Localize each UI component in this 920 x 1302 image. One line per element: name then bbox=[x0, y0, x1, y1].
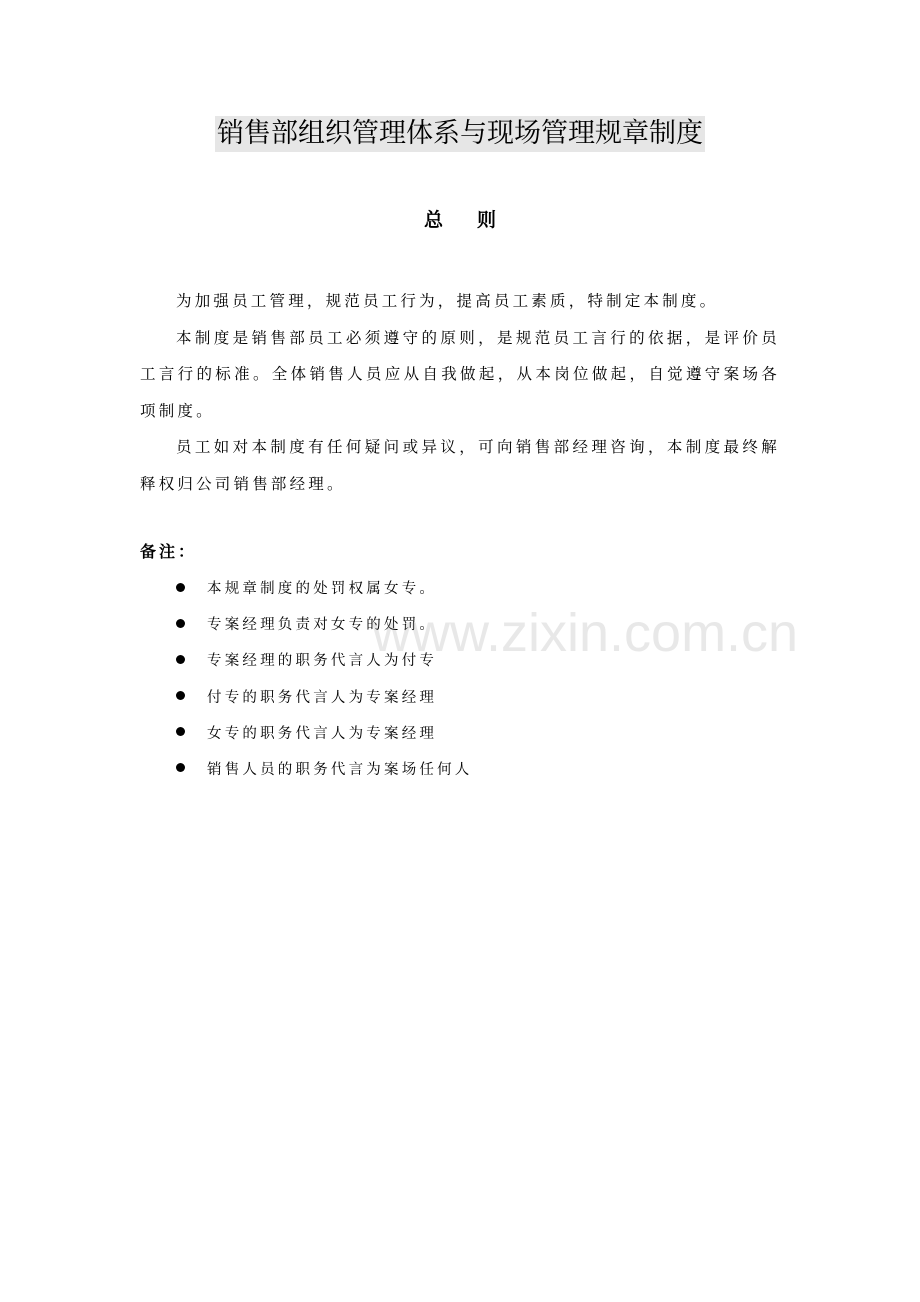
list-item bbox=[176, 607, 473, 643]
note-text: 专案经理负责对女专的处罚。 bbox=[207, 617, 438, 634]
bullet-icon bbox=[176, 619, 185, 628]
list-item bbox=[176, 752, 473, 788]
notes-heading: 备注： bbox=[140, 542, 198, 561]
paragraph-2: 本制度是销售部员工必须遵守的原则，是规范员工言行的依据，是评价员工言行的标准。全体销售人员应从自我做起，从本岗位做起，自觉遵守案场各项制度。 bbox=[140, 328, 780, 420]
note-text: 付专的职务代言人为专案经理 bbox=[207, 689, 438, 706]
notes-list bbox=[176, 571, 473, 788]
note-text: 销售人员的职务代言为案场任何人 bbox=[207, 761, 473, 778]
section-heading-part1: 总 bbox=[423, 209, 443, 231]
list-item bbox=[176, 716, 473, 752]
bullet-icon bbox=[176, 583, 185, 592]
document-title-block bbox=[0, 116, 920, 152]
paragraph-1: 为加强员工管理，规范员工行为，提高员工素质，特制定本制度。 bbox=[176, 292, 719, 310]
paragraph-3: 员工如对本制度有任何疑问或异议，可向销售部经理咨询，本制度最终解释权归公司销售部经理。 bbox=[140, 438, 780, 493]
section-heading bbox=[0, 206, 920, 234]
note-text: 专案经理的职务代言人为付专 bbox=[207, 653, 438, 670]
bullet-icon bbox=[176, 691, 185, 700]
note-text: 女专的职务代言人为专案经理 bbox=[207, 725, 438, 742]
note-text: 本规章制度的处罚权属女专。 bbox=[207, 581, 438, 597]
body-paragraphs bbox=[140, 283, 780, 502]
watermark: www.zixin.com.cn bbox=[372, 603, 799, 663]
document-title: 销售部组织管理体系与现场管理规章制度 bbox=[215, 116, 705, 152]
bullet-icon bbox=[176, 655, 185, 664]
list-item bbox=[176, 680, 473, 716]
section-heading-part2: 则 bbox=[477, 209, 497, 231]
list-item bbox=[176, 571, 473, 607]
list-item bbox=[176, 643, 473, 679]
bullet-icon bbox=[176, 727, 185, 736]
bullet-icon bbox=[176, 763, 185, 772]
